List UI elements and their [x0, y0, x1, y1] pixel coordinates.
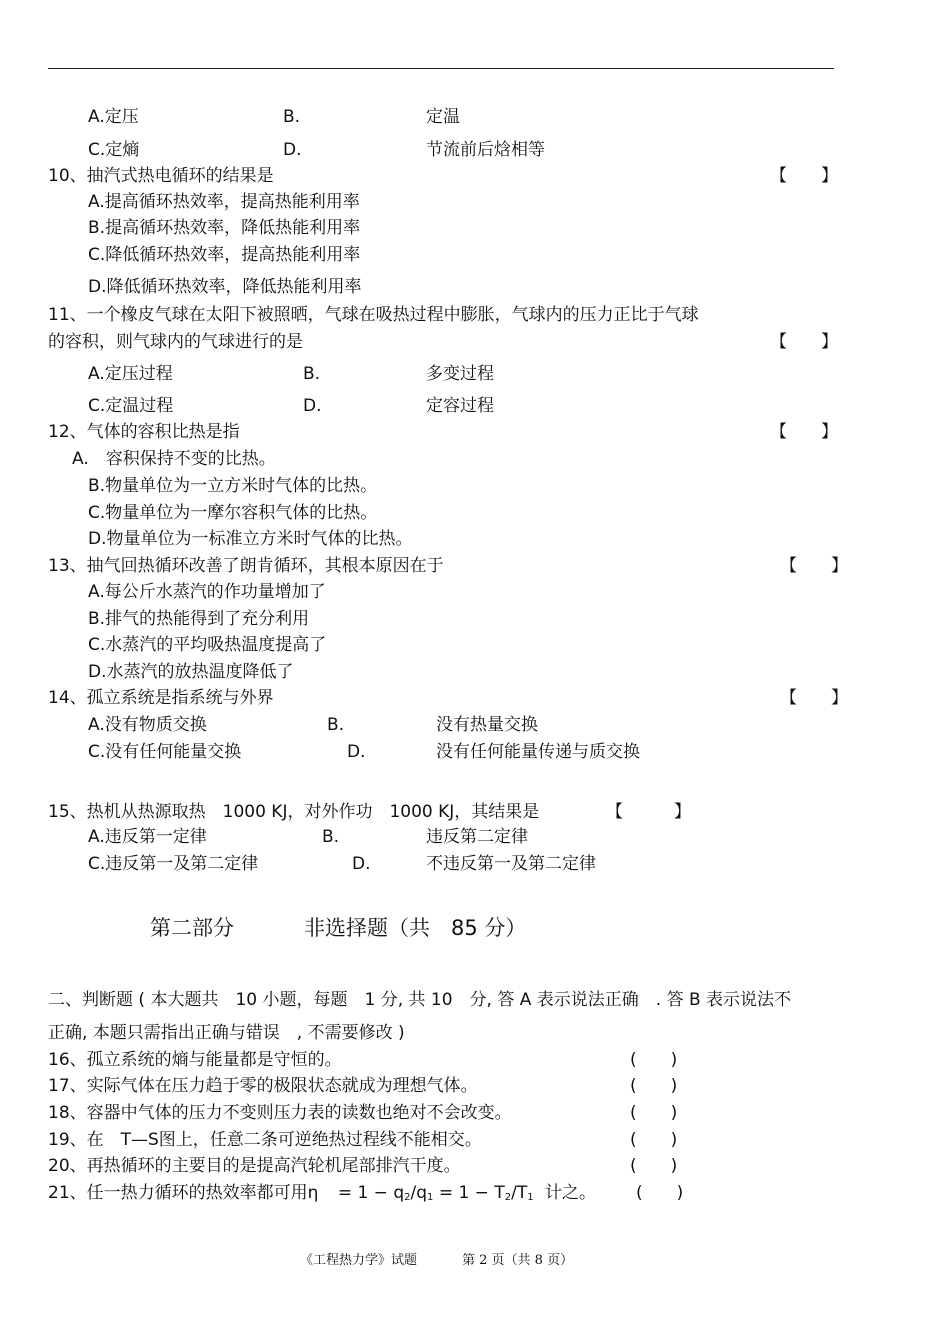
q14-answer-bracket: 【 】 — [780, 688, 848, 708]
q13-option-c: C.水蒸汽的平均吸热温度提高了 — [88, 635, 327, 655]
q10-option-d: D.降低循环热效率，降低热能利用率 — [88, 277, 362, 297]
q9-option-d-label: D. — [283, 140, 302, 160]
q21-slash: /q — [410, 1183, 428, 1203]
q15-option-d-label: D. — [352, 854, 371, 874]
q12-option-b: B.物量单位为一立方米时气体的比热。 — [88, 476, 378, 496]
q15-stem: 15、热机从热源取热 1000 KJ，对外作功 1000 KJ，其结果是 — [48, 802, 540, 822]
q15-option-c: C.违反第一及第二定律 — [88, 854, 259, 874]
judge-item-19-paren: ( ) — [630, 1130, 678, 1150]
q9-option-b-text: 定温 — [426, 107, 460, 127]
q9-option-c: C.定熵 — [88, 140, 140, 160]
part2-label: 第二部分 — [150, 916, 234, 940]
judge-item-21-paren: ( ) — [636, 1183, 684, 1203]
q11-option-a: A.定压过程 — [88, 364, 173, 384]
q12-answer-bracket: 【 】 — [770, 422, 838, 442]
q21-sub-q1: 1 — [427, 1192, 434, 1203]
q9-option-a: A.定压 — [88, 107, 139, 127]
q11-option-d-text: 定容过程 — [426, 396, 494, 416]
q12-option-c: C.物量单位为一摩尔容积气体的比热。 — [88, 503, 378, 523]
footer-title: 《工程热力学》试题 — [300, 1253, 418, 1268]
header-rule — [48, 68, 834, 69]
q14-option-d-label: D. — [347, 742, 366, 762]
q15-option-b-label: B. — [322, 827, 340, 847]
judge-item-20-paren: ( ) — [630, 1156, 678, 1176]
q15-option-b-text: 违反第二定律 — [426, 827, 528, 847]
q21-sub-q2: 2 — [404, 1192, 411, 1203]
q15-option-d-text: 不违反第一及第二定律 — [426, 854, 596, 874]
q9-option-b-label: B. — [283, 107, 301, 127]
q12-stem: 12、气体的容积比热是指 — [48, 422, 240, 442]
part2-title: 非选择题（共 85 分） — [304, 916, 527, 940]
q15-answer-bracket: 【 】 — [606, 802, 691, 822]
q14-option-a: A.没有物质交换 — [88, 715, 207, 735]
judge-item-21 — [48, 1182, 596, 1209]
q11-answer-bracket: 【 】 — [770, 332, 838, 352]
q13-option-d: D.水蒸汽的放热温度降低了 — [88, 662, 294, 682]
judge-item-20: 20、再热循环的主要目的是提高汽轮机尾部排汽干度。 — [48, 1156, 461, 1176]
judge-item-17: 17、实际气体在压力趋于零的极限状态就成为理想气体。 — [48, 1076, 478, 1096]
q14-option-d-text: 没有任何能量传递与质交换 — [436, 742, 640, 762]
q14-stem: 14、孤立系统是指系统与外界 — [48, 688, 274, 708]
q21-slash2: /T — [511, 1183, 528, 1203]
q21-eq1: = 1 − q — [337, 1183, 405, 1203]
q21-sub-t2: 2 — [504, 1192, 512, 1203]
q21-eq2: = 1 − T — [438, 1183, 505, 1203]
judge-item-18: 18、容器中气体的压力不变则压力表的读数也绝对不会改变。 — [48, 1103, 512, 1123]
q14-option-c: C.没有任何能量交换 — [88, 742, 242, 762]
q9-option-d-text: 节流前后焓相等 — [426, 140, 545, 160]
q10-stem: 10、抽汽式热电循环的结果是 — [48, 166, 274, 186]
judge-item-16-paren: ( ) — [630, 1050, 678, 1070]
q11-option-b-label: B. — [303, 364, 321, 384]
q11-stem-line1: 11、一个橡皮气球在太阳下被照晒，气球在吸热过程中膨胀，气球内的压力正比于气球 — [48, 305, 699, 325]
q14-option-b-label: B. — [327, 715, 345, 735]
judge-item-19: 19、在 T—S图上，任意二条可逆绝热过程线不能相交。 — [48, 1130, 482, 1150]
judge-item-16: 16、孤立系统的熵与能量都是守恒的。 — [48, 1050, 342, 1070]
q11-option-b-text: 多变过程 — [426, 364, 494, 384]
q21-sub-t1: 1 — [527, 1192, 534, 1203]
judge-intro-line1: 二、判断题 ( 本大题共 10 小题，每题 1 分, 共 10 分, 答 A 表示说法正确 . 答 B 表示说法不 — [48, 990, 792, 1010]
q11-option-d-label: D. — [303, 396, 322, 416]
q11-stem-line2: 的容积，则气球内的气球进行的是 — [48, 332, 303, 352]
q21-prefix: 21、任一热力循环的热效率都可用η — [48, 1183, 319, 1203]
q13-option-b: B.排气的热能得到了充分利用 — [88, 609, 310, 629]
q15-option-a: A.违反第一定律 — [88, 827, 207, 847]
q10-option-c: C.降低循环热效率，提高热能利用率 — [88, 245, 361, 265]
judge-item-17-paren: ( ) — [630, 1076, 678, 1096]
q13-stem: 13、抽气回热循环改善了朗肯循环，其根本原因在于 — [48, 556, 444, 576]
q11-option-c: C.定温过程 — [88, 396, 174, 416]
footer-page-number: 第 2 页（共 8 页） — [462, 1253, 574, 1268]
judge-intro-line2: 正确, 本题只需指出正确与错误 , 不需要修改 ) — [48, 1023, 405, 1043]
q13-answer-bracket: 【 】 — [780, 556, 848, 576]
q12-option-a: A. 容积保持不变的比热。 — [72, 449, 276, 469]
q10-option-a: A.提高循环热效率，提高热能利用率 — [88, 192, 360, 212]
q10-option-b: B.提高循环热效率，降低热能利用率 — [88, 218, 361, 238]
q12-option-d: D.物量单位为一标准立方米时气体的比热。 — [88, 529, 413, 549]
q14-option-b-text: 没有热量交换 — [436, 715, 538, 735]
q10-answer-bracket: 【 】 — [770, 166, 838, 186]
q13-option-a: A.每公斤水蒸汽的作功量增加了 — [88, 582, 326, 602]
q21-suffix: 计之。 — [545, 1183, 596, 1203]
judge-item-18-paren: ( ) — [630, 1103, 678, 1123]
